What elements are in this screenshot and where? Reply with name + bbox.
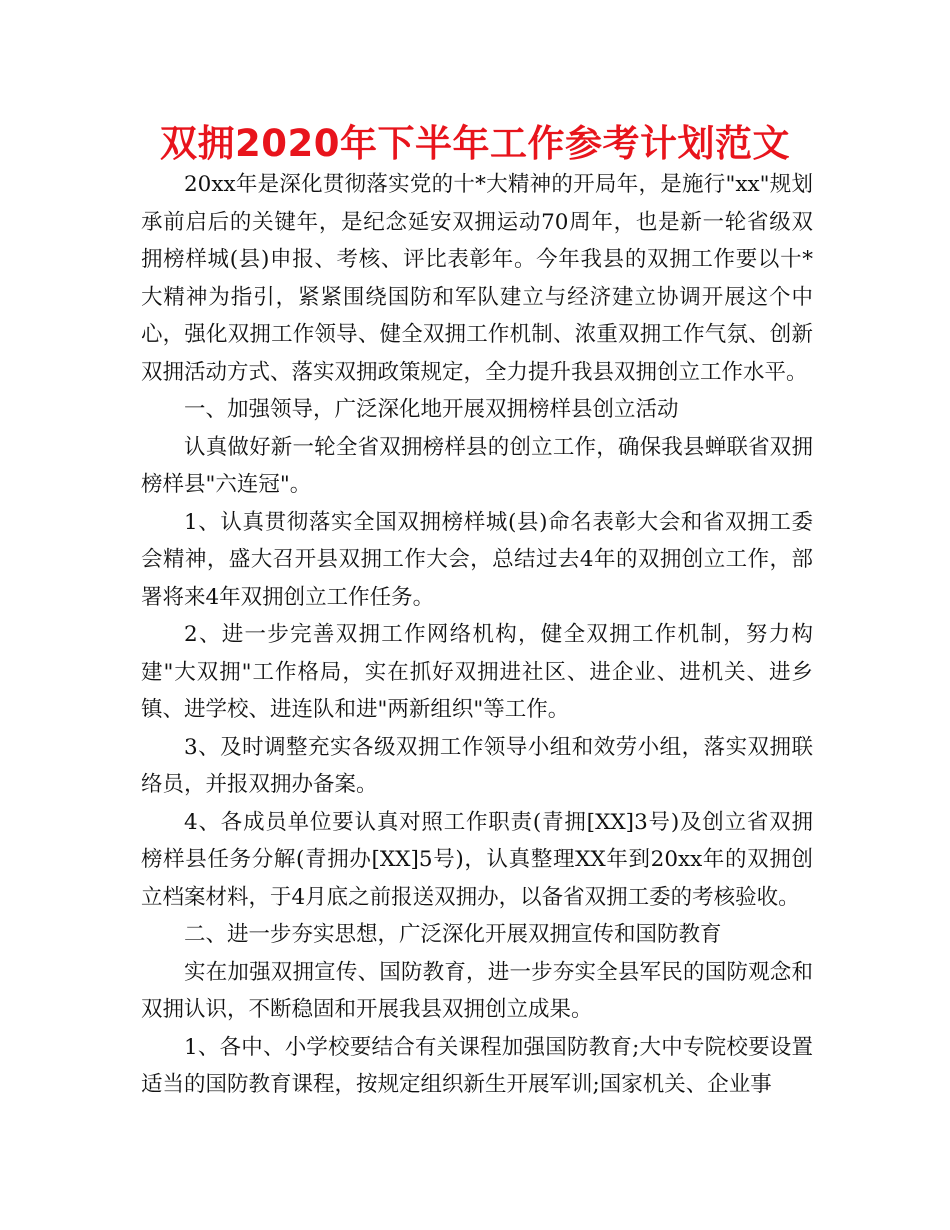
list-item: 2、进一步完善双拥工作网络机构，健全双拥工作机制，努力构建"大双拥"工作格局，实在抓好双拥进社区、进企业、进机关、进乡镇、进学校、进连队和进"两新组织"等工作。 (141, 622, 813, 722)
paragraph: 认真做好新一轮全省双拥榜样县的创立工作，确保我县蝉联省双拥榜样县"六连冠"。 (141, 434, 813, 497)
list-item: 1、认真贯彻落实全国双拥榜样城(县)命名表彰大会和省双拥工委会精神，盛大召开县双拥工作大会，总结过去4年的双拥创立工作，部署将来4年双拥创立工作任务。 (141, 509, 813, 610)
document-title: 双拥2020年下半年工作参考计划范文 (160, 122, 790, 165)
section-heading-2: 二、进一步夯实思想，广泛深化开展双拥宣传和国防教育 (184, 922, 722, 947)
list-item: 4、各成员单位要认真对照工作职责(青拥[XX]3号)及创立省双拥榜样县任务分解(青拥办[XX]5号)，认真整理XX年到20xx年的双拥创立档案材料，于4月底之前报送双拥办，以备省双拥工委的考核验收。 (141, 809, 813, 910)
list-item: 1、各中、小学校要结合有关课程加强国防教育;大中专院校要设置适当的国防教育课程，按规定组织新生开展军训;国家机关、企业事 (141, 1034, 813, 1097)
list-item: 3、及时调整充实各级双拥工作领导小组和效劳小组，落实双拥联络员，并报双拥办备案。 (141, 734, 813, 797)
document-body (141, 166, 813, 1104)
paragraph: 实在加强双拥宣传、国防教育，进一步夯实全县军民的国防观念和双拥认识，不断稳固和开展我县双拥创立成果。 (141, 959, 813, 1022)
section-heading-1: 一、加强领导，广泛深化地开展双拥榜样县创立活动 (184, 397, 679, 422)
paragraph-intro: 20xx年是深化贯彻落实党的十*大精神的开局年，是施行"xx"规划承前启后的关键年，是纪念延安双拥运动70周年，也是新一轮省级双拥榜样城(县)申报、考核、评比表彰年。今年我县的双拥工作要以十*大精神为指引，紧紧围绕国防和军队建立与经济建立协调开展这个中心，强化双拥工作领导、健全双拥工作机制、浓重双拥工作气氛、创新双拥活动方式、落实双拥政策规定，全力提升我县双拥创立工作水平。 (141, 172, 813, 385)
